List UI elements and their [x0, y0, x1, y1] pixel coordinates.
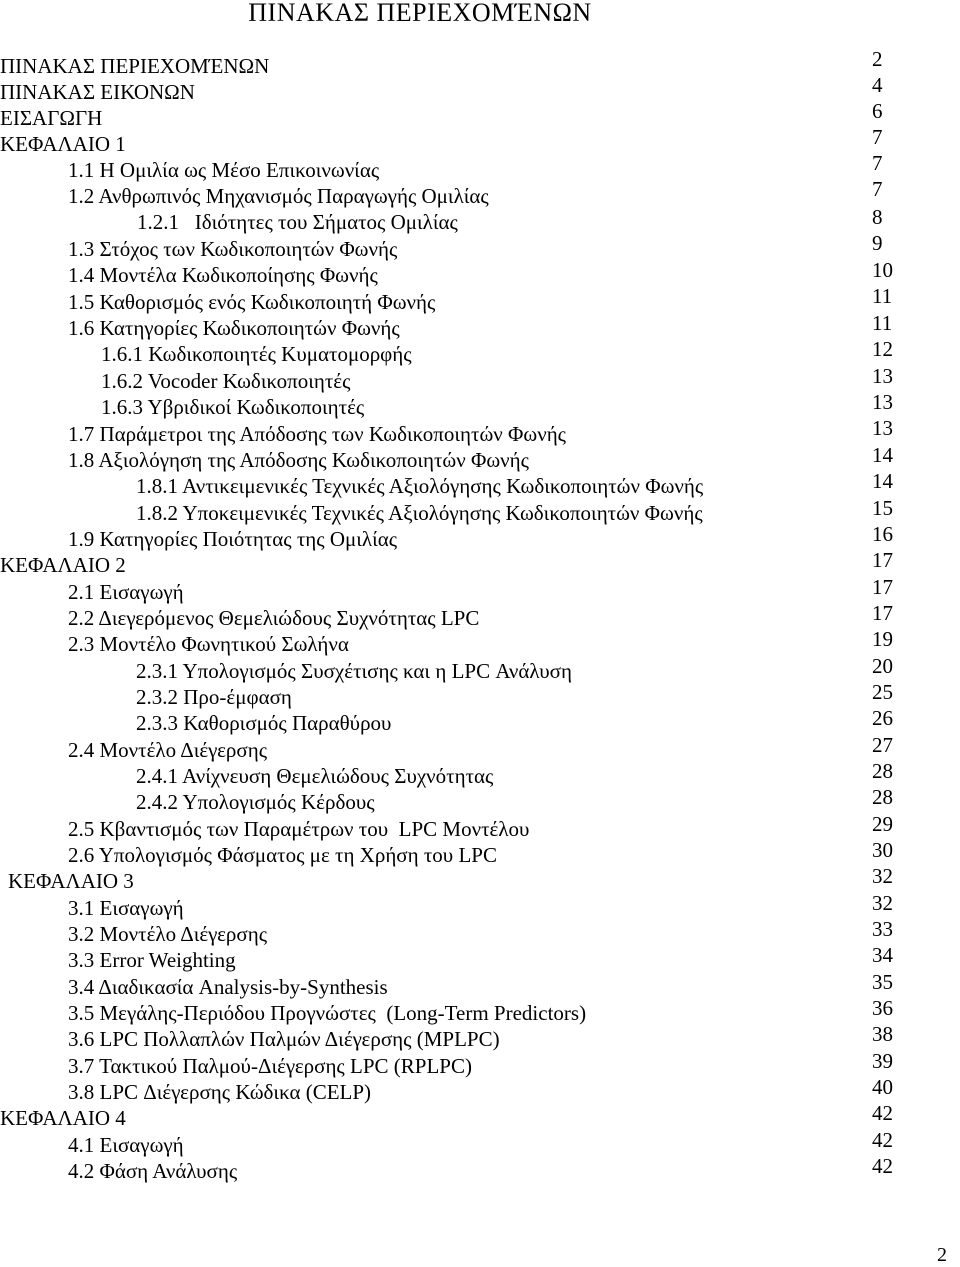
toc-entry[interactable]: 4.1 Εισαγωγή [68, 1133, 184, 1157]
toc-page-number: 32 [872, 864, 893, 888]
toc-entry[interactable]: 3.5 Μεγάλης-Περιόδου Προγνώστες (Long-Term Predictors) [68, 1001, 587, 1025]
toc-entry[interactable]: 1.6.3 Υβριδικοί Κωδικοποιητές [101, 395, 365, 419]
toc-page-number: 6 [872, 99, 883, 123]
toc-page-number: 14 [872, 469, 893, 493]
toc-page-number: 12 [872, 337, 893, 361]
toc-entry[interactable]: 3.4 Διαδικασία Analysis-by-Synthesis [68, 975, 388, 999]
toc-page-number: 13 [872, 390, 893, 414]
toc-entry[interactable]: 1.6 Κατηγορίες Κωδικοποιητών Φωνής [68, 316, 400, 340]
toc-entry[interactable]: 1.1 Η Ομιλία ως Μέσο Επικοινωνίας [68, 158, 380, 182]
toc-page-number: 33 [872, 917, 893, 941]
toc-page-number: 17 [872, 575, 893, 599]
toc-entry[interactable]: 4.2 Φάση Ανάλυσης [68, 1159, 238, 1183]
toc-entry[interactable]: 1.6.2 Vocoder Κωδικοποιητές [101, 369, 351, 393]
toc-page-number: 7 [872, 177, 883, 201]
toc-entry[interactable]: 1.8.2 Υποκειμενικές Τεχνικές Αξιολόγησης Κωδικοποιητών Φωνής [136, 501, 703, 525]
toc-entry[interactable]: 3.7 Τακτικού Παλμού-Διέγερσης LPC (RPLPC) [68, 1054, 472, 1078]
toc-page-number: 15 [872, 496, 893, 520]
toc-page-number: 30 [872, 838, 893, 862]
toc-entry[interactable]: ΠΙΝΑΚΑΣ ΠΕΡΙΕΧΟΜΈΝΩΝ [0, 54, 270, 78]
toc-page-number: 25 [872, 680, 893, 704]
toc-entry[interactable]: 2.3.3 Καθορισμός Παραθύρου [136, 711, 392, 735]
toc-page-number: 34 [872, 943, 893, 967]
toc-entry[interactable]: 1.4 Μοντέλα Κωδικοποίησης Φωνής [68, 263, 378, 287]
toc-page-number: 28 [872, 785, 893, 809]
toc-page-number: 9 [872, 231, 883, 255]
toc-page-number: 38 [872, 1022, 893, 1046]
toc-entry[interactable]: 1.8.1 Αντικειμενικές Τεχνικές Αξιολόγησης Κωδικοποιητών Φωνής [136, 474, 704, 498]
toc-page-number: 11 [872, 284, 893, 308]
toc-page-number: 13 [872, 364, 893, 388]
toc-page-number: 17 [872, 601, 893, 625]
toc-entry[interactable]: ΚΕΦΑΛΑΙΟ 2 [0, 553, 126, 577]
toc-entry[interactable]: 3.3 Error Weighting [68, 948, 236, 972]
toc-entry[interactable]: 1.9 Κατηγορίες Ποιότητας της Ομιλίας [68, 527, 398, 551]
toc-page-number: 7 [872, 125, 883, 149]
toc-page-number: 2 [872, 47, 883, 71]
toc-entry[interactable]: 2.1 Εισαγωγή [68, 580, 184, 604]
toc-entry[interactable]: ΚΕΦΑΛΑΙΟ 1 [0, 132, 126, 156]
toc-page-number: 27 [872, 733, 893, 757]
toc-page-number: 16 [872, 522, 893, 546]
toc-entry[interactable]: ΚΕΦΑΛΑΙΟ 4 [0, 1106, 126, 1130]
toc-page-number: 13 [872, 416, 893, 440]
toc-entry[interactable]: 2.4.1 Ανίχνευση Θεμελιώδους Συχνότητας [136, 764, 494, 788]
toc-entry[interactable]: ΠΙΝΑΚΑΣ ΕΙΚΟΝΩΝ [0, 80, 195, 104]
toc-entry[interactable]: 3.1 Εισαγωγή [68, 896, 184, 920]
toc-page-number: 40 [872, 1075, 893, 1099]
toc-page-number: 17 [872, 548, 893, 572]
toc-entry[interactable]: 1.8 Αξιολόγηση της Απόδοσης Κωδικοποιητών Φωνής [68, 448, 529, 472]
toc-entry[interactable]: 2.3.2 Προ-έμφαση [136, 685, 292, 709]
toc-page-number: 29 [872, 812, 893, 836]
toc-entry[interactable]: 2.2 Διεγερόμενος Θεμελιώδους Συχνότητας LPC [68, 606, 480, 630]
page-number: 2 [937, 1244, 947, 1266]
toc-entry[interactable]: 1.7 Παράμετροι της Απόδοσης των Κωδικοποιητών Φωνής [68, 422, 566, 446]
toc-entry[interactable]: 2.6 Υπολογισμός Φάσματος με τη Χρήση του LPC [68, 843, 497, 867]
toc-page-number: 8 [872, 205, 883, 229]
toc-page-number: 19 [872, 627, 893, 651]
toc-entry[interactable]: ΚΕΦΑΛΑΙΟ 3 [8, 869, 134, 893]
toc-page-number: 36 [872, 996, 893, 1020]
toc-entry[interactable]: 1.5 Καθορισμός ενός Κωδικοποιητή Φωνής [68, 290, 436, 314]
toc-page-number: 42 [872, 1154, 893, 1178]
toc-page-number: 32 [872, 891, 893, 915]
toc-page-number: 35 [872, 970, 893, 994]
toc-page-number: 20 [872, 654, 893, 678]
toc-entry[interactable]: 2.4 Μοντέλο Διέγερσης [68, 738, 268, 762]
toc-entry[interactable]: 3.8 LPC Διέγερσης Κώδικα (CELP) [68, 1080, 372, 1104]
toc-entry[interactable]: 2.3.1 Υπολογισμός Συσχέτισης και η LPC Ανάλυση [136, 659, 572, 683]
toc-entry[interactable]: 1.2.1 Ιδιότητες του Σήματος Ομιλίας [137, 210, 458, 234]
toc-page-number: 42 [872, 1101, 893, 1125]
toc-entry[interactable]: 1.3 Στόχος των Κωδικοποιητών Φωνής [68, 237, 398, 261]
toc-page-number: 26 [872, 706, 893, 730]
toc-entry[interactable]: 1.6.1 Κωδικοποιητές Κυματομορφής [101, 342, 412, 366]
toc-entry[interactable]: 1.2 Ανθρωπινός Μηχανισμός Παραγωγής Ομιλίας [68, 184, 489, 208]
toc-page-number: 28 [872, 759, 893, 783]
toc-entry[interactable]: 2.3 Μοντέλο Φωνητικού Σωλήνα [68, 632, 349, 656]
toc-entry[interactable]: 3.6 LPC Πολλαπλών Παλμών Διέγερσης (MPLPC) [68, 1027, 500, 1051]
page-title: ΠΙΝΑΚΑΣ ΠΕΡΙΕΧΟΜΈΝΩΝ [248, 0, 592, 27]
toc-page-number: 14 [872, 443, 893, 467]
toc-page-number: 39 [872, 1049, 893, 1073]
toc-page-number: 7 [872, 151, 883, 175]
toc-entry[interactable]: 2.5 Κβαντισμός των Παραμέτρων του LPC Μοντέλου [68, 817, 530, 841]
toc-page-number: 11 [872, 311, 893, 335]
toc-page-number: 10 [872, 258, 893, 282]
toc-entry[interactable]: 2.4.2 Υπολογισμός Κέρδους [136, 790, 375, 814]
toc-page-number: 4 [872, 73, 883, 97]
toc-entry[interactable]: 3.2 Μοντέλο Διέγερσης [68, 922, 268, 946]
toc-page-number: 42 [872, 1128, 893, 1152]
toc-entry[interactable]: ΕΙΣΑΓΩΓΗ [0, 106, 103, 130]
